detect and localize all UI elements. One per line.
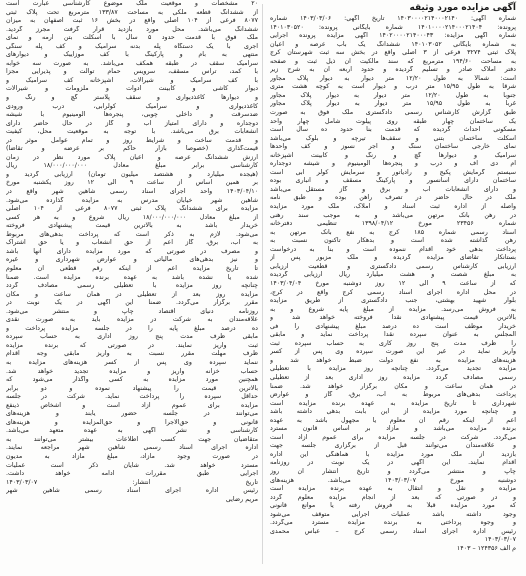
notice-text-line: هزینه‌های مزایده به نفع دولت ضبط خواهد شد و (270, 356, 516, 364)
notice-text-line: می‌گردد. شرکت در جلسه مزایده برای عموم آزاد است (270, 433, 516, 441)
notice-text-line: چنانچه روز مزایده با تعطیلی رسمی مصادف گردد (6, 282, 258, 290)
notice-text-line: شماره آگهی مزایده: ۱۴۰۲۰۰۰۰۲۱۴۰۰۰۴۳ آگهی مزایده پرونده اجرایی (270, 32, 516, 40)
notice-text-line: پرداخت بدهی‌های مربوط به آب، برق، گاز و عوارض (270, 391, 516, 399)
notice-text-line: است: شمالاً به طول ۱۲/۲۰ متر دیوار به دیوار پلاک مجاور (270, 74, 516, 82)
notice-text-line: مقرر برگزار می‌گردد. ضمناً این آگهی در یک نوبت در (6, 299, 258, 307)
notice-text-line: شهرداری تا تاریخ مزایده به عهده برنده مزایده است (270, 399, 516, 407)
notice-text-line: اجرایی طبق مقررات ادامه خواهد داشت. (6, 470, 258, 478)
notice-body-right (270, 15, 516, 553)
notice-text-line: بلوار شهید بهشتی، جنب دادگستری از طریق مزایده (270, 297, 516, 305)
notice-text-line: تاریخ انتشار: ۱۴۰۳/۰۳/۰۷ (6, 478, 258, 486)
notice-text-line: با کف سرامیک و شیرآلات، آشپزخانه کف سرامیک و (6, 76, 258, 84)
notice-text-line: به آب، برق، گاز اعم از حق انشعاب و یا حق اشتراک (6, 239, 258, 247)
notice-text-line: شماره آگهی: ۱۴۰۳۰۰۰۰۲۱۴۰۰۰۲۱۴۰ تاریخ آگهی: ۱۴۰۳/۰۳/۰۶ شماره (270, 15, 516, 22)
notice-text-line: و دیوارها کاغذدیواری و سقف پلاستر گچ و رنگ و (6, 94, 258, 102)
notice-text-line: (هیجده میلیارد و هشتصد میلیون تومان) ارزیابی گردید و (6, 170, 258, 178)
notice-text-line: بستانکار تقاضای مزایده گردیده و ملک مزبور پس از (270, 254, 516, 262)
notice-text-line: می‌توانند در جلسه حضور یابند و هزینه‌های (6, 410, 258, 418)
notice-text-line: و نیز بدهی‌های مالیاتی و عوارض شهرداری و غیره (6, 256, 258, 264)
notice-text-line: قیمت‌گذاری (خصوصاً بازار حاکم بر عرضه و تقاضا) (6, 145, 258, 153)
notice-text-line: ۱۴۰۳/۰۳/۰۷ (484, 536, 516, 544)
notice-text-line: ارزش ششدانگ عرصه و اعیان پلاک مورد نظر در زمان (6, 153, 258, 161)
notice-text-line: و علاقه‌مندان می‌توانند قبل از برگزاری جلسه جهت (270, 442, 516, 450)
notice-text-line: کاغذدیواری و سرامیک کولرآبی، درب ورودی (6, 102, 258, 110)
notice-text-line: تا تاریخ مزایده اعم از اینکه رقم قطعی آن معلوم (6, 264, 258, 272)
notice-text-line: روزنامه دنیای اقتصاد چاپ و منتشر می‌شود. (6, 307, 258, 315)
notice-text-line: و در صورتی که بعد از انجام مزایده معلوم گردد (270, 493, 516, 501)
notice-text-line: را ظرف مدت پنج روز کاری به حساب سپرده ثبت (270, 339, 516, 347)
notice-text-line: چاپ و منتشر می‌گردد و تاریخ انتشار آن روز (270, 467, 516, 475)
notice-text-line: مسکونی احداث گردیده که قدمت بنا حدود ده سال است (270, 126, 516, 134)
notice-text-line: المجلس به عنوان سپرده نقداً پرداخت نماید و مابقی (270, 331, 516, 339)
notice-text-line: به فروش می‌رسد. مزایده از مبلغ پایه شروع و به (270, 305, 516, 313)
notice-text-line: اسناد رسمی شماره ۱۸۵ کرج به نفع بانک مرتهن به (270, 228, 516, 236)
notice-text-line: رئیس اداره اجرای اسناد رسمی کرج – عباس محمدی (270, 527, 516, 535)
notice-text-line: به شماره بایگانی ۱۴۰۱۰۳۰۵۲ ششدانگ یک باب عرصه و اعیان (270, 40, 516, 48)
notice-text-line: به مبلغ شصت و هشت میلیارد ریال ارزیابی گردیده (270, 271, 516, 279)
notice-text-line: شده یا نشده باشد به عهده برنده مزایده است. ضمناً (6, 273, 258, 281)
notice-text-line: و دارای انشعابات آب و برق و گاز مستقل می‌باشد (270, 185, 516, 193)
notice-text-line: می‌شود. لازم به ذکر است که پرداخت بدهی‌های مربوط (6, 230, 258, 238)
notice-body-left (6, 0, 258, 504)
notice-text-line: نمای خارجی ساختمان سنگ و آجر نسوز و کف واحدها (270, 143, 516, 151)
notice-text-line: خریدار باشد به بالاترین قیمت پیشنهادی فروخته (6, 222, 258, 230)
notice-text-line: سرامیک سقف در طبقه همکف می‌باشد. به صورت سه خوابه (6, 59, 258, 67)
notice-text-line: شاهین شهر خیابان مدرس به مزایده گذارده می‌شود. (6, 196, 258, 204)
notice-text-line: ظرف مهلت مقرر نسبت به واریز مابقی وجه اقدام (6, 350, 258, 358)
notice-text-line: مسترد خواهد شد. شایان ذکر است عملیات (6, 461, 258, 469)
notice-text-line: در همان ساعت و مکان برگزار خواهد شد. ضمناً (270, 382, 516, 390)
notice-text-line: ثبت واریز نمایند. در صورتی که برنده مزایده (6, 341, 258, 349)
notice-text-line: مزایده برای عموم آزاد است و اشخاص ذینفع (6, 401, 258, 409)
notice-text-line: حداقل سپرده را پرداخت نماید. شرکت در جلسه (6, 393, 258, 401)
notice-text-line: قانونی و حق‌الاجرا و حق‌المزایده و هزینه‌های (6, 418, 258, 426)
notice-text-line: شماره ۲۳۴۵۶ مورخ ۱۳۹۸/۰۴/۱۲ تنظیمی دفترخانه (270, 220, 516, 228)
notice-text-line: بازدید از ملک مورد مزایده با هماهنگی این اداره (270, 450, 516, 458)
notice-text-line: حساب خزانه واریز و مزایده تجدید خواهد شد. (6, 367, 258, 375)
notice-text-line: ضدسرقت و داخلی چوبی، پنجره‌ها آلومینیوم با شیشه (6, 111, 258, 119)
notice-text-line: ۲۰ مشخصات و موقعیت ملک موضوع کارشناسی عبارت است (6, 0, 258, 7)
notice-text-line: که مورد مزایده قبلاً به فروش رفته یا موانع قانونی (270, 502, 516, 510)
notice-column-left (6, 0, 258, 576)
notice-text-line: برنده مزایده می‌باشد و مازاد بر اساس قانون مسترد (270, 425, 516, 433)
notice-text-line: ۸۰۷۷ فرعی از ۱۰۴ اصلی واقع در بخش ۱۶ ثبت اصفهان به میزان (6, 17, 258, 25)
notice-text-line: یک ساختمان چهار طبقه روی پیلوت شامل چهار واحد (270, 117, 516, 125)
notice-text-line: آجری با یک دستگاه پله بدنه سرامیک و کف پله سنگی (6, 42, 258, 50)
notice-text-line: پلاک ثبتی ۳۲۷۴ فرعی از ۳ اصلی واقع در بخش سه ثبت شهرستان کرج (270, 49, 516, 57)
notice-text-line: کارشناسی برابر مبلغ معادل ۱۸/۰۰۰/۰۰۰/۰۰۰ ریال (6, 162, 258, 170)
notice-text-line: سیستم گرمایش پکیج و رادیاتور و سرمایش کولر آبی است (270, 168, 516, 176)
notice-text-line: اسکلت ساختمان بتنی و سقف‌ها تیرچه و بلوک می‌باشد (270, 134, 516, 142)
notice-text-line: مزایده تجدید می‌گردد. چنانچه روز مزایده با تعطیلی (270, 365, 516, 373)
notice-text-line: که از ساعت ۹ الی ۱۲ روز دوشنبه مورخ ۱۴۰۳/۰۴/۰۴ (270, 279, 516, 287)
notice-text-line: در رهن بانک مرتهن می‌باشد و به موجب سند رهنی (270, 211, 516, 219)
notice-text-line: علاقه‌مندان به شرکت در مزایده باید به صورت نقدی (6, 316, 258, 324)
notice-text-line: پرداخت بدهی خود اقدام ننموده است و بنا به درخواست (270, 245, 516, 253)
notice-text-line: در محل اداره اجرای اسناد رسمی کرج واقع در کرج، (270, 288, 516, 296)
notice-text-line: اداره اجرای اسناد رسمی شاهین شهر مراجعه نمایند. (6, 444, 258, 452)
notice-text-line: خریدار موظف است ده درصد مبلغ پیشنهادی را فی (270, 322, 516, 330)
notice-text-line: واریز نماید در غیر این صورت سپرده وی پس از کسر (270, 348, 516, 356)
notice-text-line: مزایده روز بعد از تعطیلی در همان ساعت و مکان (6, 290, 258, 298)
notice-title: آگهی مزایده مورد وثیقه (409, 3, 516, 13)
notice-text-line: وجود داشته باشد عملیات اجرایی متوقف می‌شود (270, 510, 516, 518)
notice-text-line: و چنانچه مورد مزایده از این بابت بدهی داشته باشد (270, 408, 516, 416)
notice-text-line: ملک در حال حاضر در تصرف راهن بوده و طبق نامه (270, 194, 516, 202)
notice-text-line: غرباً به طول ۱۵/۹۵ متر دیوار به دیوار پلاک مجاور (270, 100, 516, 108)
notice-text-line: همچنین مورد مزایده به کسی واگذار می‌شود که (6, 376, 258, 384)
notice-text-line: جنوباً به طول ۱۲/۲۰ متر دیوار به دیوار پلاک مجاور (270, 91, 516, 99)
notice-text-line: مزایده برای ششدانگ پلاک ثبتی ۸۰۷۷ فرعی از ۱۰۴ اصلی (6, 205, 258, 213)
notice-text-line: ملک فوق با قدمت حدود ۵ سال با اسکلت بتن آرمه و نمای (6, 34, 258, 42)
notice-text-line: مریم رضایی (225, 495, 258, 503)
notice-text-line: و مصرف در صورتی که مورد مزایده دارای آنها باشد (6, 247, 258, 255)
notice-text-line: از ششدانگ قطعه ملکی به مساحت ۱۳۳/۸۷ مترمربع تحت پلاک ثبتی (6, 8, 258, 16)
notice-text-line: دیوار کاشی و کابینت ادوات و ملزومات و شیرآلات (6, 85, 258, 93)
notice-text-line: ششدانگ می‌باشد. محل مورد بازدید قرار گرفت مجرز گردید. (6, 25, 258, 33)
notice-text-line: اعم از اینکه رقم آن معلوم یا مجهول باشد به عهده (270, 416, 516, 424)
notice-text-line: دوجداره و دارای امتیاز آب و گاز در حال حاضر دارای (6, 119, 258, 127)
notice-text-line: بر همین اساس از ساعت ۹ الی ۱۲ روز یکشنبه مورخ (6, 179, 258, 187)
notice-text-line: مزایده و نقل و انتقال به عهده برنده مزایده است (270, 485, 516, 493)
notice-text-line: انشعابات برق می‌باشد. با توجه به موقعیت محل، کیفیت (6, 128, 258, 136)
notice-text-line: رئیس اداره اجرای اسناد رسمی شاهین شهر (6, 487, 258, 495)
notice-text-line: دفتر املاک صادر و تسلیم گردیده و حدود اربعه آن به شرح زیر (270, 66, 516, 74)
notice-text-line: و وجوه پرداختی به برنده مزایده مسترد می‌گردد. (270, 519, 516, 527)
notice-text-line: اقدام نمایند. این آگهی در یک نوبت در روزنامه (270, 459, 516, 467)
notice-text-line: ۱۴۰۳/۰۴/۱۰ واحد اجرای اسناد رسمی شاهین شهر واقع در (6, 188, 258, 196)
notice-text-line: به مساحت ۱۹۴/۶۰ مترمربع که سند مالکیت آن ذیل ثبت و صفحه (270, 57, 516, 65)
notice-text-line: ساختمان دارای آسانسور و پارکینگ مسقف و انباری بوده (270, 177, 516, 185)
notice-text-line: واصله از اداره ثبت اسناد و املاک، ملک مورد مزایده (270, 203, 516, 211)
notice-text-line: با کمد، تراس مسقف، سرویس حمام توالت و پذیرایی مجزا (6, 68, 258, 76)
notice-text-line: بالاترین قیمت پیشنهادی نقداً فروخته خواهد شد و (270, 314, 516, 322)
notice-text-line: در صورت وجود مازاد، مبلغ مازاد به مدیون (6, 452, 258, 460)
notice-text-line: سرامیک و دیوارها گچ و رنگ و کابینت آشپزخانه (270, 151, 516, 159)
notice-text-line: مابقی ظرف مدت پنج روز اداری به حساب سپرده (6, 333, 258, 341)
notice-text-line: طبق گزارش کارشناس رسمی دادگستری ملک فوق به صورت (270, 109, 516, 117)
notice-text-line: شرقاً به طول ۱۵/۹۵ متر درب و دیوار است به کوچه هشت متری (270, 83, 516, 91)
notice-text-line: ننماید سپرده وی پس از کسر هزینه‌های مزایده به (6, 358, 258, 366)
notice-text-line: ام دی اف و درب و پنجره‌ها آلومینیوم و شیشه دوجداره (270, 160, 516, 168)
notice-text-line: و قدمت ساخت و شرایط روز و تمام عوامل موثر در (6, 136, 258, 144)
notice-text-line: م الف ۱۲۴۳۵۶ – ۱۴۰۳ (456, 544, 516, 552)
notice-text-line: منتهی به بام و پارکینگ با کف موزاییک و دیوارهای (6, 51, 258, 59)
notice-text-line: متقاضیان جهت کسب اطلاعات بیشتر می‌توانند به (6, 435, 258, 443)
notice-text-line: پرونده: ۱۴۰۱۰۰۰۰۲۱۴۰۰۰۲۱۴۰۴ شماره بایگانی پرونده: ۱۴۰۱۰۳۰۵۲۰ (270, 23, 516, 31)
notice-text-line: رهن گذاشته شده است و بدهکار تاکنون نسبت به (270, 237, 516, 245)
column-divider (262, 4, 263, 564)
notice-text-line: از مبلغ معادل ۱۸/۰۰۰/۰۰۰/۰۰۰ ریال شروع و به هر کسی (6, 213, 258, 221)
notice-text-line: ده درصد مبلغ پایه را در جلسه مزایده پرداخت و (6, 324, 258, 332)
notice-text-line: کارشناسی و نشر آگهی به عهده متعهد می‌باشد. (6, 427, 258, 435)
notice-column-right (270, 0, 516, 576)
notice-text-line: رسمی مصادف گردد مزایده روز اداری بعد از تعطیلی (270, 373, 516, 381)
notice-text-line: ارزیابی کارشناس رسمی دادگستری و قطعیت ارزیابی (270, 262, 516, 270)
notice-text-line: بالاترین قیمت را پیشنهاد نموده و دو برابر (6, 384, 258, 392)
notice-text-line: دوشنبه مورخ ۱۴۰۳/۰۳/۰۷ می‌باشد. هزینه‌های (270, 476, 516, 484)
